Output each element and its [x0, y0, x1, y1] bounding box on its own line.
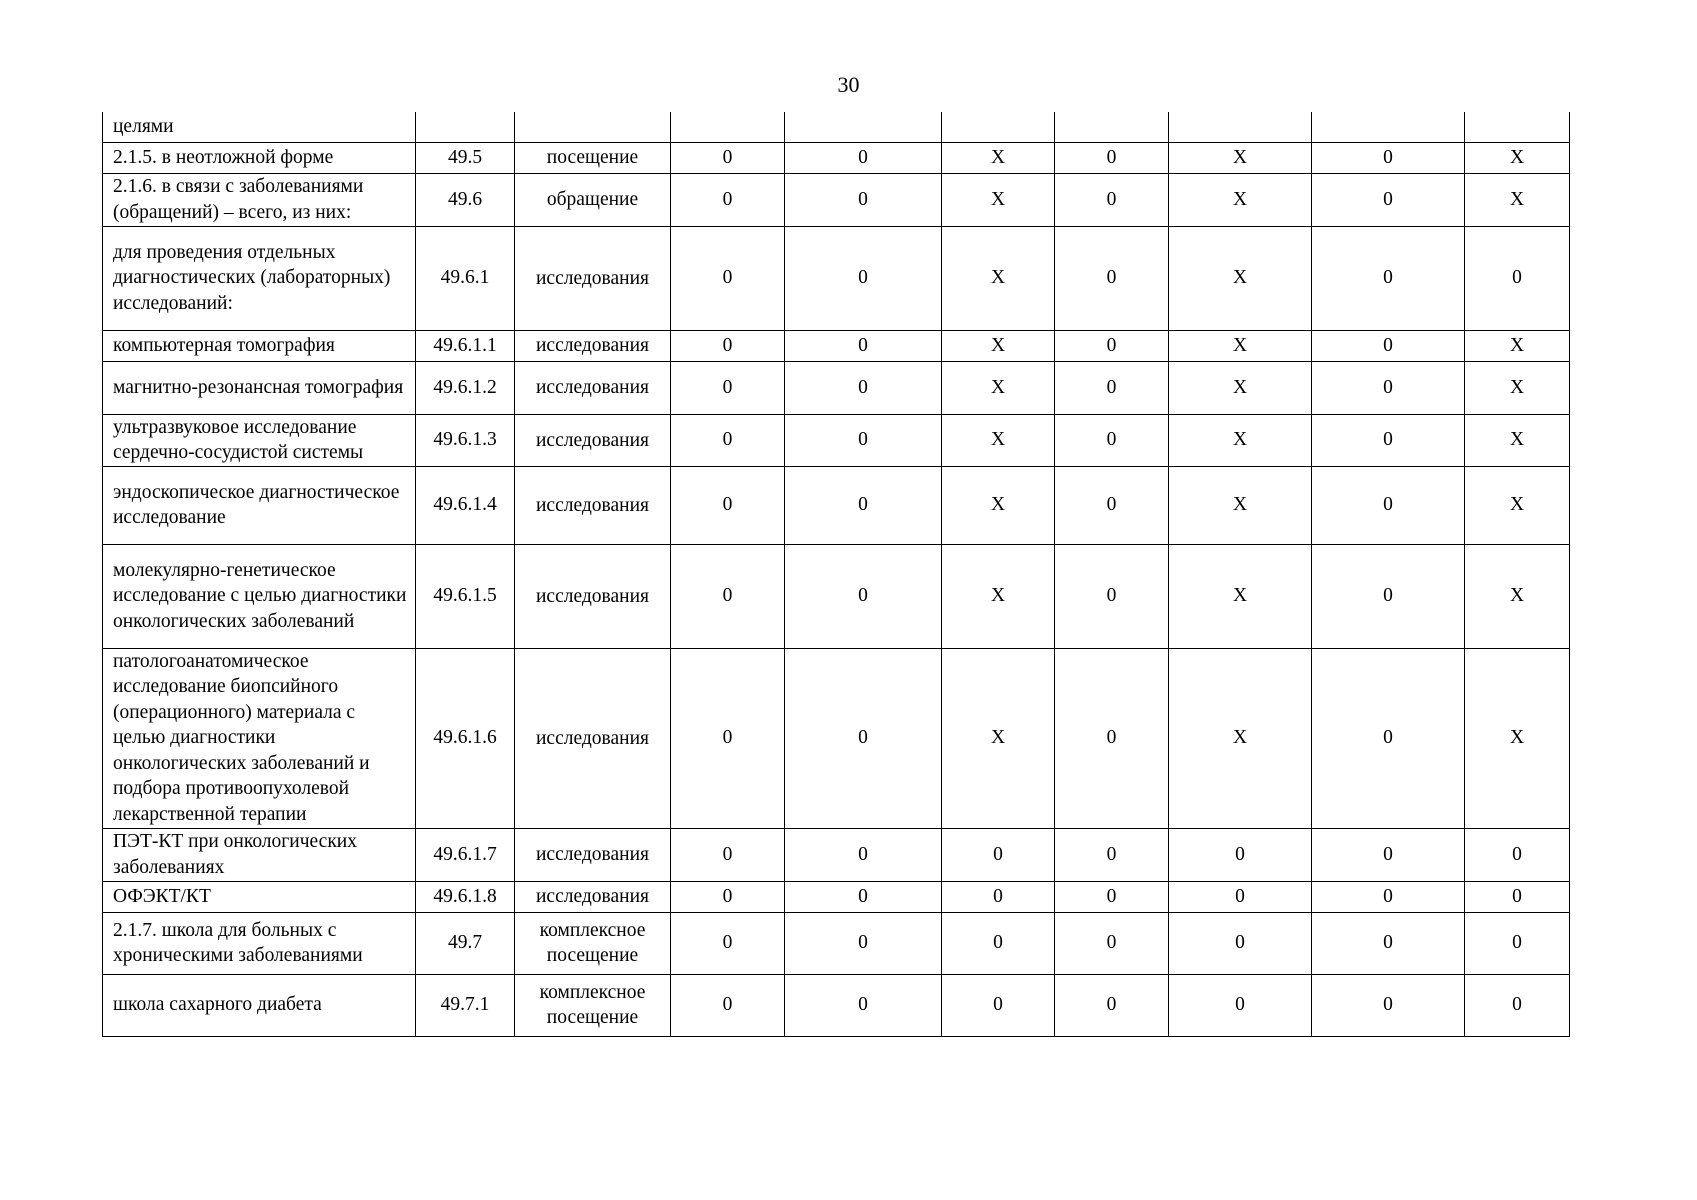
- row-unit-cell: исследования: [515, 544, 671, 648]
- value-cell: 0: [671, 226, 785, 330]
- row-name-cell: для проведения отдельных диагностических (лабораторных) исследований:: [103, 226, 416, 330]
- row-unit-cell: посещение: [515, 142, 671, 173]
- value-cell: 0: [1055, 173, 1169, 226]
- value-cell: X: [942, 361, 1055, 414]
- value-cell: 0: [1312, 648, 1465, 828]
- value-cell: X: [1465, 330, 1570, 361]
- value-cell: 0: [1055, 414, 1169, 466]
- value-cell: 0: [1055, 974, 1169, 1036]
- row-unit-cell: исследования: [515, 828, 671, 881]
- value-cell: 0: [785, 142, 942, 173]
- value-cell: X: [1465, 544, 1570, 648]
- value-cell: 0: [1312, 881, 1465, 912]
- value-cell: X: [942, 142, 1055, 173]
- row-name-cell: 2.1.6. в связи с заболеваниями (обращений) – всего, из них:: [103, 173, 416, 226]
- table-row: [103, 544, 1570, 648]
- row-unit-cell: комплексное посещение: [515, 912, 671, 974]
- row-code-cell: 49.6.1.4: [416, 466, 515, 544]
- value-cell: X: [1465, 466, 1570, 544]
- value-cell: 0: [1055, 828, 1169, 881]
- value-cell: X: [942, 648, 1055, 828]
- value-cell: [942, 112, 1055, 142]
- value-cell: 0: [671, 881, 785, 912]
- value-cell: 0: [1169, 912, 1312, 974]
- row-code-cell: 49.7: [416, 912, 515, 974]
- value-cell: 0: [1465, 226, 1570, 330]
- value-cell: X: [942, 414, 1055, 466]
- row-code-cell: 49.6.1.8: [416, 881, 515, 912]
- value-cell: 0: [785, 881, 942, 912]
- row-unit-cell: комплексное посещение: [515, 974, 671, 1036]
- value-cell: 0: [671, 912, 785, 974]
- value-cell: 0: [671, 414, 785, 466]
- row-name-cell: молекулярно-генетическое исследование с целью диагностики онкологических заболеваний: [103, 544, 416, 648]
- value-cell: 0: [1312, 828, 1465, 881]
- value-cell: 0: [1055, 881, 1169, 912]
- value-cell: 0: [785, 912, 942, 974]
- value-cell: 0: [785, 173, 942, 226]
- row-name-cell: компьютерная томография: [103, 330, 416, 361]
- value-cell: [1465, 112, 1570, 142]
- value-cell: 0: [1312, 544, 1465, 648]
- value-cell: 0: [785, 974, 942, 1036]
- value-cell: 0: [1055, 912, 1169, 974]
- value-cell: 0: [785, 648, 942, 828]
- value-cell: X: [1169, 226, 1312, 330]
- value-cell: X: [942, 466, 1055, 544]
- value-cell: 0: [1465, 974, 1570, 1036]
- table-row: [103, 912, 1570, 974]
- row-code-cell: 49.6.1.7: [416, 828, 515, 881]
- value-cell: 0: [671, 466, 785, 544]
- row-name-cell: ПЭТ-КТ при онкологических заболеваниях: [103, 828, 416, 881]
- row-name-cell: 2.1.5. в неотложной форме: [103, 142, 416, 173]
- row-name-cell: магнитно-резонансная томография: [103, 361, 416, 414]
- row-code-cell: 49.5: [416, 142, 515, 173]
- value-cell: X: [1465, 173, 1570, 226]
- row-name-cell: школа сахарного диабета: [103, 974, 416, 1036]
- table-row: [103, 112, 1570, 142]
- value-cell: 0: [1312, 912, 1465, 974]
- value-cell: 0: [1312, 142, 1465, 173]
- value-cell: X: [1465, 648, 1570, 828]
- value-cell: 0: [785, 330, 942, 361]
- value-cell: 0: [1055, 466, 1169, 544]
- value-cell: X: [1169, 648, 1312, 828]
- value-cell: 0: [671, 828, 785, 881]
- row-name-cell: 2.1.7. школа для больных с хроническими заболеваниями: [103, 912, 416, 974]
- value-cell: 0: [1055, 330, 1169, 361]
- value-cell: 0: [1312, 361, 1465, 414]
- row-name-cell: эндоскопическое диагностическое исследование: [103, 466, 416, 544]
- value-cell: 0: [1169, 974, 1312, 1036]
- value-cell: [671, 112, 785, 142]
- value-cell: X: [942, 173, 1055, 226]
- value-cell: X: [1465, 414, 1570, 466]
- value-cell: 0: [1055, 544, 1169, 648]
- row-name-cell: ОФЭКТ/КТ: [103, 881, 416, 912]
- value-cell: X: [942, 330, 1055, 361]
- value-cell: 0: [942, 974, 1055, 1036]
- value-cell: 0: [785, 466, 942, 544]
- value-cell: X: [942, 544, 1055, 648]
- value-cell: X: [1169, 544, 1312, 648]
- value-cell: 0: [785, 544, 942, 648]
- value-cell: X: [1169, 466, 1312, 544]
- value-cell: 0: [1169, 828, 1312, 881]
- value-cell: 0: [671, 173, 785, 226]
- row-unit-cell: исследования: [515, 414, 671, 466]
- value-cell: 0: [942, 881, 1055, 912]
- row-name-cell: ультразвуковое исследование сердечно-сосудистой системы: [103, 414, 416, 466]
- value-cell: 0: [671, 330, 785, 361]
- value-cell: 0: [1169, 881, 1312, 912]
- row-unit-cell: [515, 112, 671, 142]
- row-name-cell: патологоанатомическое исследование биопсийного (операционного) материала с целью диагностики онкологических заболеваний и подбора противоопухолевой лекарственной терапии: [103, 648, 416, 828]
- row-unit-cell: исследования: [515, 361, 671, 414]
- value-cell: 0: [785, 414, 942, 466]
- value-cell: 0: [671, 974, 785, 1036]
- row-unit-cell: исследования: [515, 648, 671, 828]
- value-cell: [785, 112, 942, 142]
- value-cell: [1169, 112, 1312, 142]
- row-unit-cell: исследования: [515, 330, 671, 361]
- row-unit-cell: исследования: [515, 226, 671, 330]
- row-code-cell: 49.6: [416, 173, 515, 226]
- table-row: [103, 466, 1570, 544]
- table-row: [103, 828, 1570, 881]
- value-cell: X: [1169, 330, 1312, 361]
- table-row: [103, 226, 1570, 330]
- table-row: [103, 142, 1570, 173]
- value-cell: [1312, 112, 1465, 142]
- value-cell: 0: [671, 544, 785, 648]
- value-cell: 0: [671, 142, 785, 173]
- value-cell: 0: [1312, 330, 1465, 361]
- table-row: [103, 361, 1570, 414]
- value-cell: 0: [1312, 173, 1465, 226]
- row-code-cell: [416, 112, 515, 142]
- row-unit-cell: исследования: [515, 881, 671, 912]
- data-table: [102, 112, 1570, 1037]
- value-cell: X: [1169, 414, 1312, 466]
- row-code-cell: 49.6.1.3: [416, 414, 515, 466]
- value-cell: 0: [942, 828, 1055, 881]
- value-cell: 0: [1055, 226, 1169, 330]
- row-code-cell: 49.6.1.5: [416, 544, 515, 648]
- value-cell: 0: [1312, 414, 1465, 466]
- row-code-cell: 49.6.1.1: [416, 330, 515, 361]
- row-unit-cell: обращение: [515, 173, 671, 226]
- value-cell: X: [1169, 361, 1312, 414]
- value-cell: 0: [1465, 912, 1570, 974]
- row-name-cell: целями: [103, 112, 416, 142]
- value-cell: 0: [671, 648, 785, 828]
- value-cell: 0: [1465, 881, 1570, 912]
- value-cell: 0: [1055, 142, 1169, 173]
- value-cell: X: [1465, 361, 1570, 414]
- row-code-cell: 49.6.1.2: [416, 361, 515, 414]
- value-cell: X: [1169, 142, 1312, 173]
- table-row: [103, 648, 1570, 828]
- table-row: [103, 330, 1570, 361]
- page-number: 30: [837, 72, 860, 97]
- value-cell: 0: [1312, 466, 1465, 544]
- row-code-cell: 49.6.1: [416, 226, 515, 330]
- value-cell: 0: [1055, 361, 1169, 414]
- value-cell: X: [1169, 173, 1312, 226]
- value-cell: 0: [1312, 974, 1465, 1036]
- value-cell: 0: [785, 361, 942, 414]
- table-row: [103, 414, 1570, 466]
- table-row: [103, 173, 1570, 226]
- table-row: [103, 974, 1570, 1036]
- row-unit-cell: исследования: [515, 466, 671, 544]
- value-cell: X: [1465, 142, 1570, 173]
- value-cell: 0: [1055, 648, 1169, 828]
- table-body: [103, 112, 1570, 1036]
- value-cell: 0: [785, 226, 942, 330]
- row-code-cell: 49.7.1: [416, 974, 515, 1036]
- value-cell: 0: [1465, 828, 1570, 881]
- value-cell: 0: [785, 828, 942, 881]
- value-cell: [1055, 112, 1169, 142]
- value-cell: 0: [942, 912, 1055, 974]
- row-code-cell: 49.6.1.6: [416, 648, 515, 828]
- value-cell: 0: [671, 361, 785, 414]
- value-cell: 0: [1312, 226, 1465, 330]
- table-row: [103, 881, 1570, 912]
- value-cell: X: [942, 226, 1055, 330]
